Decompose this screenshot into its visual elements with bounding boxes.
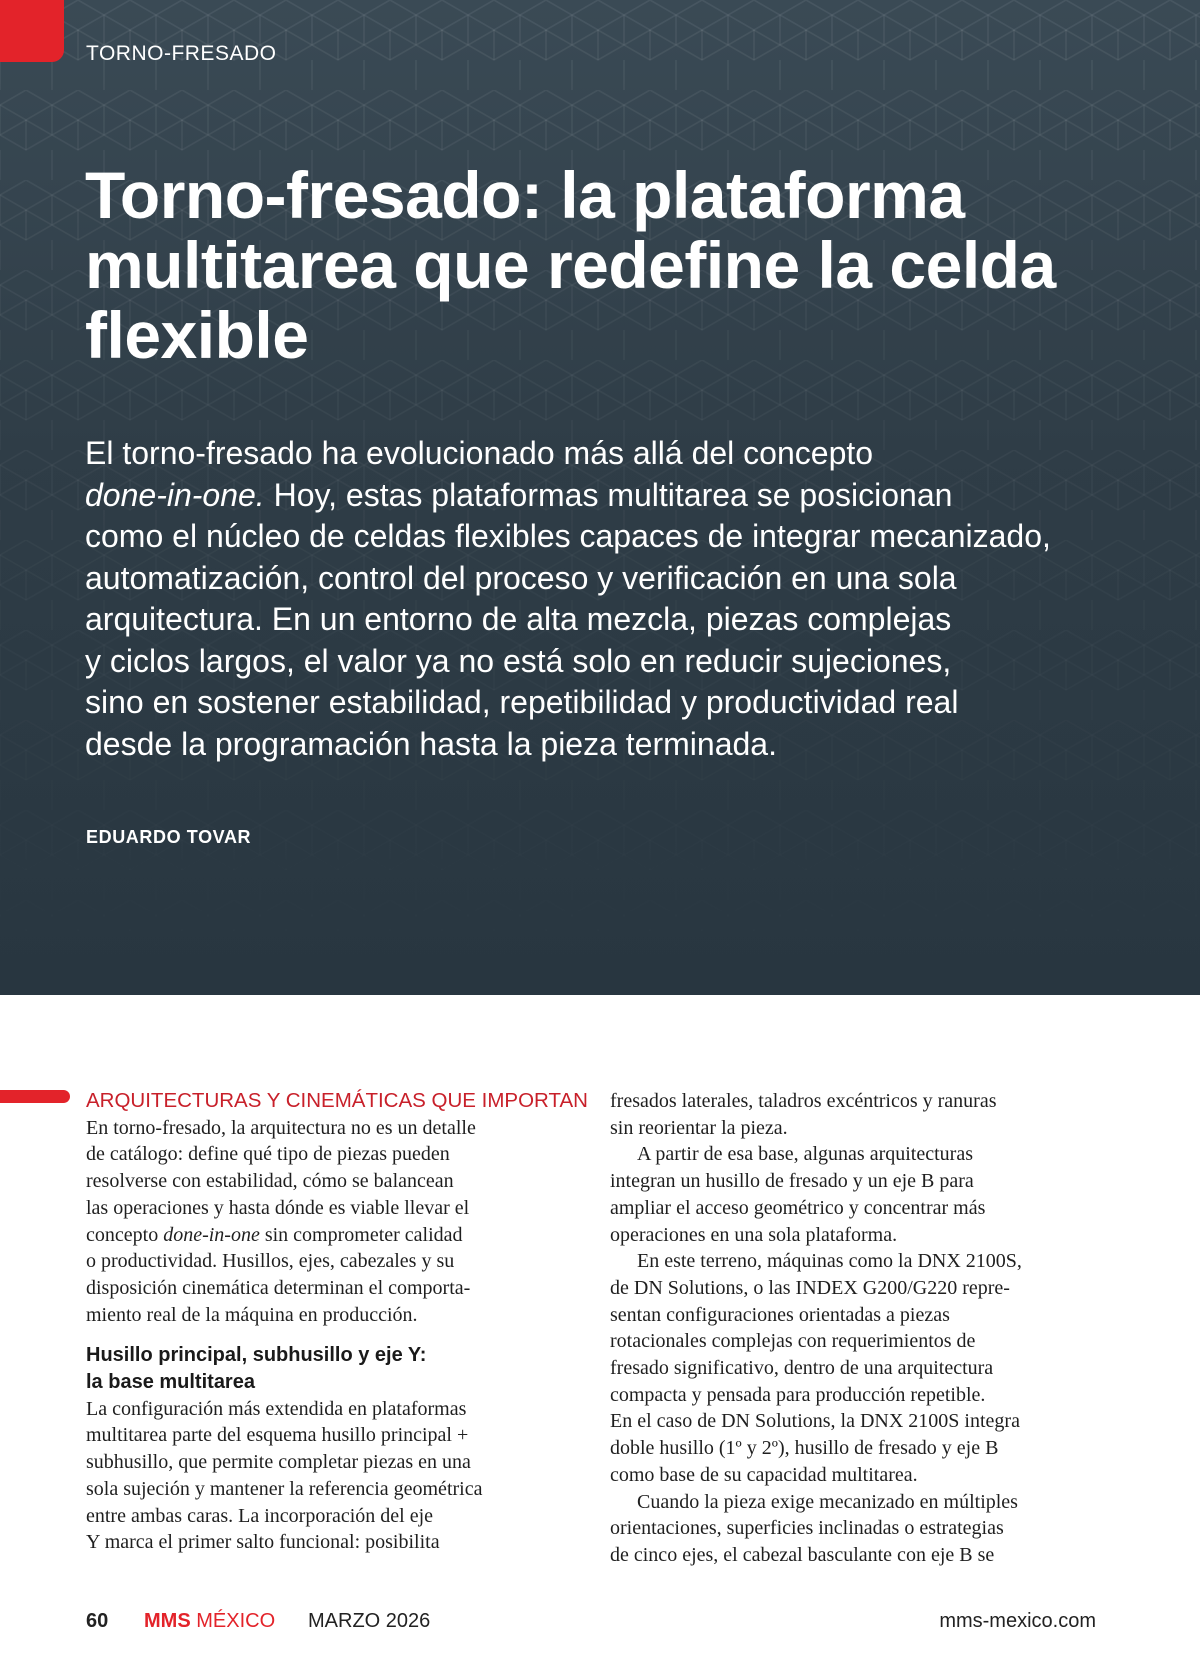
section-marker-bar: [0, 1090, 70, 1103]
body-column-left: [86, 1088, 588, 1556]
body-line: orientaciones, superficies inclinadas o estrategias: [610, 1517, 1004, 1540]
lede-line-rest: Hoy, estas plataformas multitarea se posicionan: [264, 476, 953, 513]
body-line: fresado significativo, dentro de una arquitectura: [610, 1357, 994, 1380]
body-line: subhusillo, que permite completar piezas en una: [86, 1451, 471, 1474]
body-line: multitarea parte del esquema husillo principal +: [86, 1424, 469, 1447]
lede-line: [85, 475, 1145, 517]
body-line: La configuración más extendida en plataformas: [86, 1397, 467, 1420]
body-line: ampliar el acceso geométrico y concentrar más: [610, 1196, 986, 1219]
body-line: [86, 1222, 581, 1249]
article-headline: [85, 160, 1145, 370]
brand-rest: MÉXICO: [190, 1610, 276, 1632]
body-line: doble husillo (1º y 2º), husillo de fresado y eje B: [610, 1437, 999, 1460]
author-byline: EDUARDO TOVAR: [86, 827, 252, 847]
body-line: En el caso de DN Solutions, la DNX 2100S integra: [610, 1410, 1020, 1433]
page-number: 60: [86, 1610, 109, 1632]
body-line: de DN Solutions, o las INDEX G200/G220 repre-: [610, 1276, 1010, 1299]
body-line: de cinco ejes, el cabezal basculante con eje B se: [610, 1543, 995, 1566]
issue-date: MARZO 2026: [308, 1610, 431, 1632]
section-tag: TORNO-FRESADO: [86, 42, 277, 65]
body-line: disposición cinemática determinan el comporta-: [86, 1276, 471, 1299]
body-line: de catálogo: define qué tipo de piezas pueden: [86, 1143, 450, 1166]
body-line: entre ambas caras. La incorporación del eje: [86, 1504, 434, 1527]
section-heading: ARQUITECTURAS Y CINEMÁTICAS QUE IMPORTAN: [86, 1089, 588, 1112]
body-line: Y marca el primer salto funcional: posibilita: [86, 1531, 440, 1554]
body-line: o productividad. Husillos, ejes, cabezales y su: [86, 1250, 455, 1273]
paragraph-gap: [86, 1328, 581, 1342]
body-line: resolverse con estabilidad, cómo se balancean: [86, 1170, 454, 1193]
lede-line: El torno-fresado ha evolucionado más allá del concepto: [85, 435, 874, 471]
body-line: En este terreno, máquinas como la DNX 2100S,: [637, 1250, 1022, 1273]
body-line: compacta y pensada para producción repetible.: [610, 1383, 986, 1406]
body-line: fresados laterales, taladros excéntricos y ranuras: [610, 1090, 997, 1112]
magazine-brand: [144, 1610, 275, 1633]
body-line: A partir de esa base, algunas arquitecturas: [637, 1143, 973, 1166]
body-line: integran un husillo de fresado y un eje B para: [610, 1170, 974, 1193]
lede-line: y ciclos largos, el valor ya no está solo en reducir sujeciones,: [85, 642, 952, 679]
lede-line: como el núcleo de celdas flexibles capaces de integrar mecanizado,: [85, 518, 1051, 554]
body-text: concepto: [86, 1223, 164, 1246]
italic-term: done-in-one: [163, 1223, 260, 1246]
body-line: sin reorientar la pieza.: [610, 1116, 788, 1139]
lede-line: arquitectura. En un entorno de alta mezcla, piezas complejas: [85, 601, 952, 637]
lede-italic-term: done-in-one.: [85, 476, 265, 513]
body-line: miento real de la máquina en producción.: [86, 1303, 418, 1326]
page-footer: [86, 1610, 1096, 1638]
headline-line: multitarea que redefine la celda: [85, 228, 1056, 302]
lede-line: automatización, control del proceso y verificación en una sola: [85, 559, 957, 596]
body-line: como base de su capacidad multitarea.: [610, 1463, 918, 1486]
corner-accent-tab: [0, 0, 64, 62]
headline-line: flexible: [85, 298, 309, 372]
body-line: Cuando la pieza exige mecanizado en múltiples: [637, 1490, 1018, 1513]
body-column-right: [610, 1088, 1105, 1569]
body-line: las operaciones y hasta dónde es viable llevar el: [86, 1196, 470, 1219]
headline-line: Torno-fresado: la plataforma: [85, 158, 965, 232]
body-text: sin comprometer calidad: [259, 1223, 463, 1246]
article-lede: [85, 433, 1145, 765]
subheading: Husillo principal, subhusillo y eje Y:: [86, 1344, 427, 1367]
lede-line: sino en sostener estabilidad, repetibilidad y productividad real: [85, 684, 959, 720]
body-line: sola sujeción y mantener la referencia geométrica: [86, 1477, 483, 1500]
body-line: operaciones en una sola plataforma.: [610, 1223, 898, 1246]
body-line: sentan configuraciones orientadas a piezas: [610, 1303, 950, 1326]
body-line: rotacionales complejas con requerimientos de: [610, 1330, 976, 1353]
brand-bold: MMS: [144, 1610, 191, 1632]
body-line: En torno-fresado, la arquitectura no es un detalle: [86, 1116, 476, 1139]
lede-line: desde la programación hasta la pieza terminada.: [85, 725, 777, 762]
subheading: la base multitarea: [86, 1371, 255, 1394]
website-url: mms-mexico.com: [939, 1610, 1096, 1632]
